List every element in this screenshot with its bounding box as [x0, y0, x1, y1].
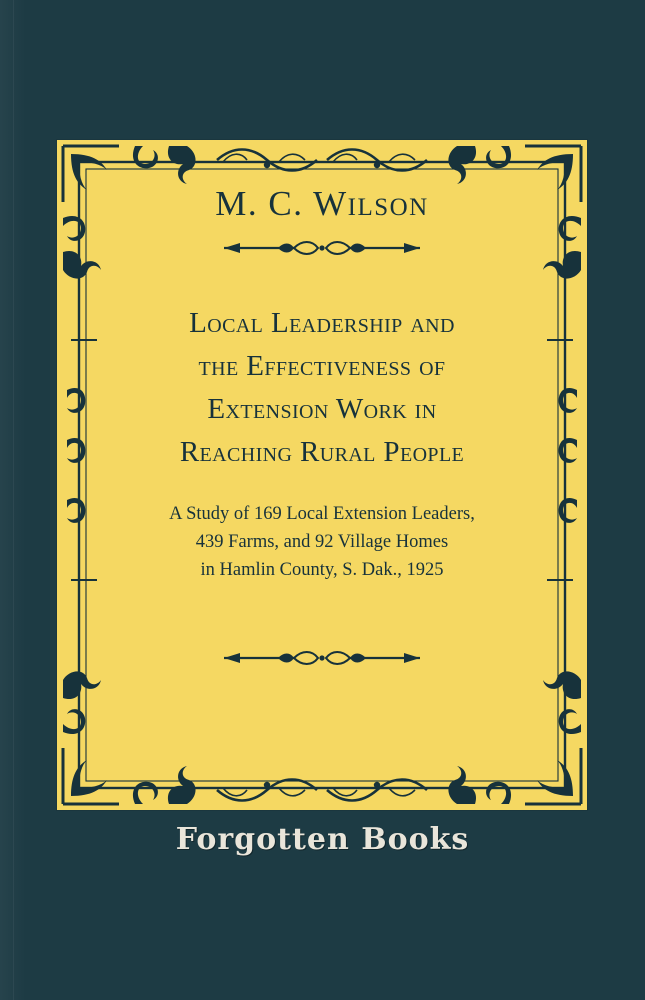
book-subtitle [112, 500, 532, 584]
title-line: Reaching Rural People [179, 435, 465, 468]
cover-panel [57, 140, 587, 810]
subtitle-line: in Hamlin County, S. Dak., 1925 [200, 559, 444, 580]
subtitle-line: A Study of 169 Local Extension Leaders, [169, 503, 475, 524]
filigree-divider-top-icon [222, 238, 422, 258]
author-name: M. C. Wilson [215, 184, 429, 223]
filigree-divider-bottom-icon [222, 648, 422, 668]
subtitle-line: 439 Farms, and 92 Village Homes [195, 531, 449, 552]
title-line: the Effectiveness of [198, 349, 446, 382]
book-title [112, 302, 532, 474]
title-line: Extension Work in [207, 392, 437, 425]
title-line: Local Leadership and [189, 307, 455, 339]
publisher-logo: Forgotten Books [175, 822, 470, 857]
